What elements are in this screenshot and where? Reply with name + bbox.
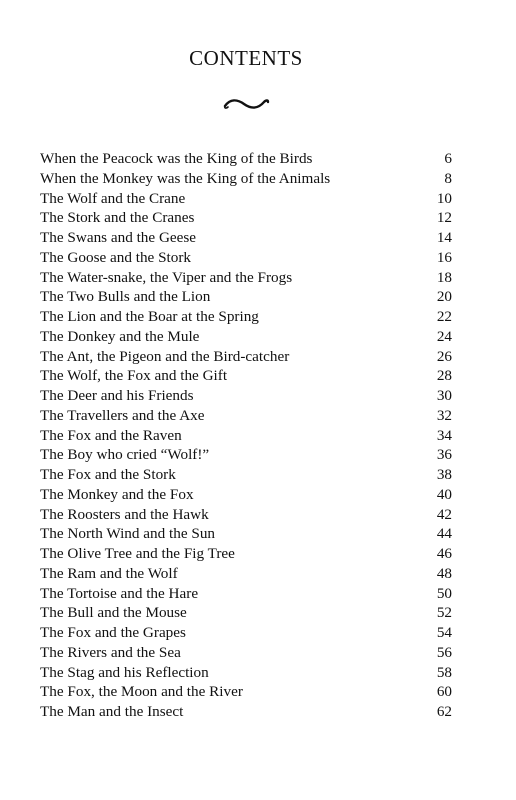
toc-entry-page-number: 24 [436,327,452,345]
toc-entry-title: The Deer and his Friends [40,387,194,404]
toc-entry-page-number: 20 [436,288,452,306]
tilde-swash-ornament-icon [222,96,270,112]
toc-entry-page-number: 40 [436,485,452,503]
toc-entry-title: The Fox and the Stork [40,466,176,483]
toc-entry-title: The Wolf, the Fox and the Gift [40,367,228,385]
toc-entry-page-number: 48 [436,564,452,582]
toc-entry[interactable] [40,189,452,209]
toc-entry-page-number: 14 [436,229,452,246]
toc-entry[interactable] [40,208,452,228]
toc-entry-page-number: 36 [436,446,452,464]
toc-entry-page-number: 44 [436,525,452,543]
toc-entry-page-number: 22 [436,308,452,325]
toc-entry[interactable] [40,682,452,702]
toc-entry-page-number: 54 [436,624,452,641]
toc-entry-title: The Monkey and the Fox [40,485,194,503]
toc-entry[interactable] [40,623,452,643]
toc-entry[interactable] [40,347,452,367]
toc-entry[interactable] [40,426,452,446]
toc-entry-title: The Water-snake, the Viper and the Frogs [40,268,293,286]
toc-entry-title: The Travellers and the Axe [40,406,205,424]
toc-entry-page-number: 56 [436,643,452,661]
toc-entry[interactable] [40,603,452,623]
toc-entry[interactable] [40,445,452,465]
toc-entry-title: The North Wind and the Sun [40,525,216,543]
toc-entry-title: The Tortoise and the Hare [40,584,199,602]
page-title: CONTENTS [189,46,303,70]
toc-entry[interactable] [40,169,452,189]
toc-entry-title: The Fox, the Moon and the River [40,683,243,701]
toc-entry[interactable] [40,485,452,505]
toc-entry-title: The Fox and the Grapes [40,624,186,641]
toc-entry-title: The Swans and the Geese [40,229,197,246]
toc-entry[interactable] [40,465,452,485]
toc-entry-title: The Fox and the Raven [40,426,182,444]
toc-entry-page-number: 50 [436,584,452,602]
toc-entry[interactable] [40,268,452,288]
toc-entry-page-number: 30 [436,387,452,404]
toc-entry-title: When the Monkey was the King of the Animals [40,169,331,187]
toc-entry[interactable] [40,544,452,564]
toc-entry[interactable] [40,248,452,268]
toc-entry[interactable] [40,663,452,683]
toc-entry[interactable] [40,149,452,169]
table-of-contents [40,149,452,722]
toc-entry[interactable] [40,505,452,525]
toc-entry-title: When the Peacock was the King of the Birds [40,150,313,167]
toc-entry-title: The Bull and the Mouse [40,604,187,622]
toc-entry-page-number: 8 [444,169,452,187]
toc-entry[interactable] [40,702,452,722]
toc-entry-title: The Wolf and the Crane [40,189,186,207]
toc-entry-title: The Stork and the Cranes [40,209,195,227]
toc-entry-title: The Two Bulls and the Lion [40,288,211,306]
toc-entry-title: The Lion and the Boar at the Spring [40,308,259,325]
toc-entry-title: The Stag and his Reflection [40,663,209,681]
toc-entry-title: The Olive Tree and the Fig Tree [40,545,235,562]
toc-entry-title: The Man and the Insect [40,703,184,720]
toc-entry-page-number: 12 [436,209,452,227]
toc-entry-page-number: 26 [436,347,452,365]
toc-entry[interactable] [40,366,452,386]
toc-entry-title: The Boy who cried “Wolf!” [40,446,210,464]
toc-entry[interactable] [40,327,452,347]
toc-entry-title: The Roosters and the Hawk [40,505,209,523]
toc-entry-title: The Donkey and the Mule [40,327,200,345]
toc-entry-page-number: 52 [436,604,452,622]
toc-entry-title: The Ant, the Pigeon and the Bird-catcher [40,347,290,365]
toc-entry-page-number: 28 [436,367,452,385]
toc-entry[interactable] [40,564,452,584]
toc-entry-page-number: 60 [436,683,452,701]
toc-entry-page-number: 34 [436,426,452,444]
toc-entry[interactable] [40,386,452,406]
toc-entry-page-number: 62 [436,703,452,720]
toc-entry-title: The Goose and the Stork [40,248,191,266]
toc-entry[interactable] [40,287,452,307]
toc-entry-page-number: 32 [436,406,452,424]
toc-entry-title: The Rivers and the Sea [40,643,181,661]
toc-entry-title: The Ram and the Wolf [40,564,178,582]
toc-entry-page-number: 16 [436,248,452,266]
toc-entry[interactable] [40,307,452,327]
toc-entry[interactable] [40,524,452,544]
toc-entry-page-number: 38 [436,466,452,483]
toc-entry[interactable] [40,584,452,604]
toc-entry-page-number: 6 [444,150,452,167]
toc-entry-page-number: 46 [436,545,452,562]
toc-entry-page-number: 10 [436,189,452,207]
toc-entry-page-number: 58 [436,663,452,681]
toc-entry-page-number: 42 [436,505,452,523]
toc-entry-page-number: 18 [436,268,452,286]
toc-entry[interactable] [40,643,452,663]
toc-entry[interactable] [40,228,452,248]
toc-entry[interactable] [40,406,452,426]
